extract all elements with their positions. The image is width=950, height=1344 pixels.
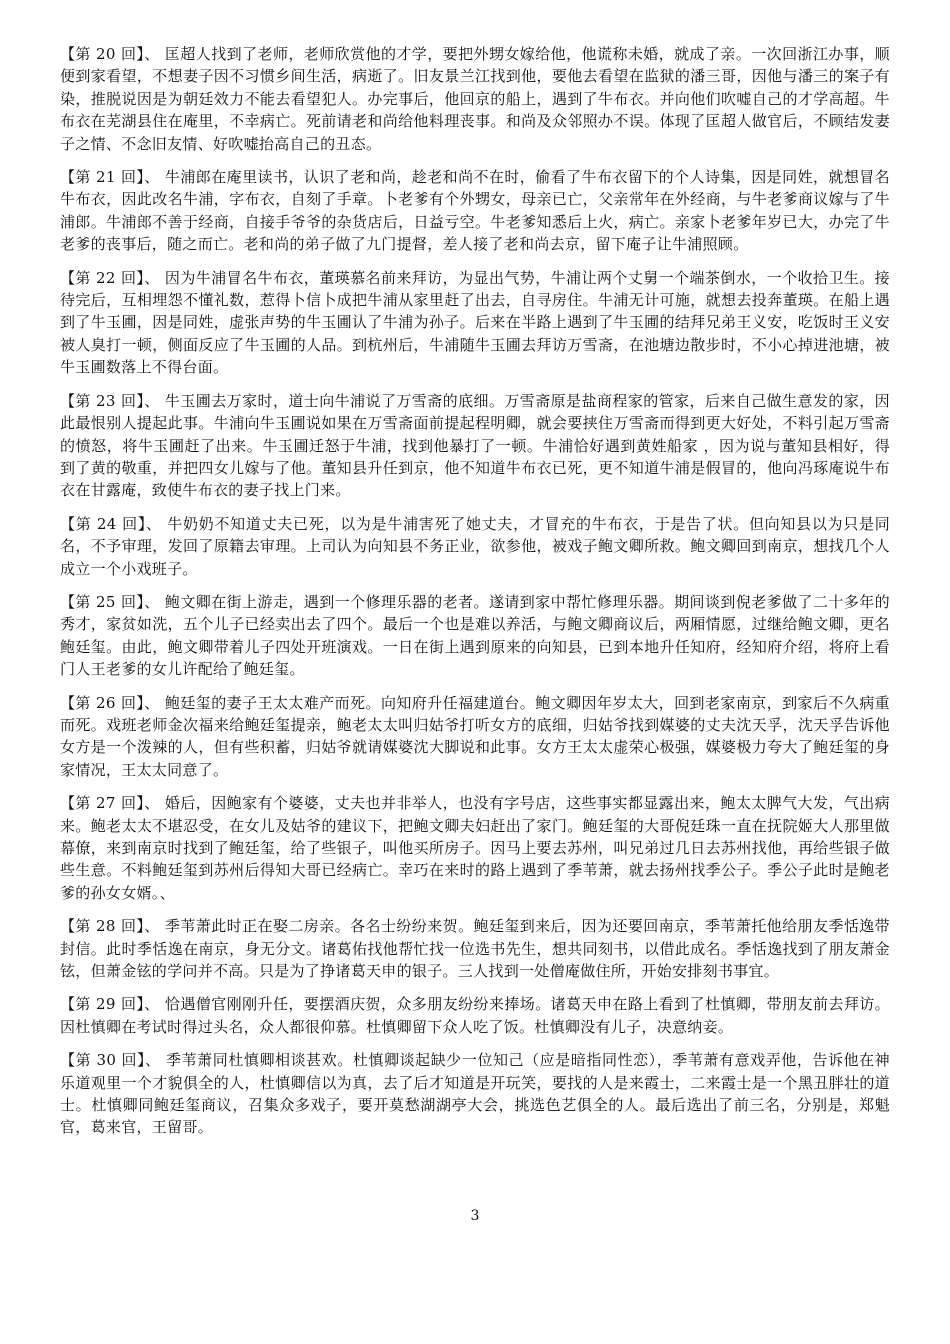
chapter-text: 牛奶奶不知道丈夫已死，以为是牛浦害死了她丈夫，才冒充的牛布衣，于是告了状。但向知县以为只是同名，不予审理，发回了原籍去审理。上司认为向知县不务正业，欲参他，被戏子鲍文卿所救。鲍文卿回到南京，想找几个人成立一个小戏班子。 [60, 514, 891, 578]
chapter-text: 季苇萧此时正在娶二房亲。各名士纷纷来贺。鲍廷玺到来后，因为还要回南京，季苇萧托他给朋友季恬逸带封信。此时季恬逸在南京，身无分文。诸葛佑找他帮忙找一位选书先生，想共同刻书，以借此成名。季恬逸找到了朋友萧金铉，但萧金铉的学问并不高。只是为了挣诸葛天申的银子。三人找到一处僧庵做住所，开始安排刻书事宜。 [60, 917, 890, 981]
chapter-summary-29 [60, 993, 890, 1038]
chapter-label: 【第 27 回】、 [60, 794, 160, 813]
chapter-label: 【第 21 回】、 [60, 168, 160, 187]
chapter-summary-23 [60, 390, 890, 502]
chapter-text: 季苇萧同杜慎卿相谈甚欢。杜慎卿谈起缺少一位知己（应是暗指同性恋），季苇萧有意戏弄他，告诉他在神乐道观里一个才貌俱全的人，杜慎卿信以为真，去了后才知道是开玩笑，要找的人是来霞士，二来霞士是一个黑丑胖壮的道士。杜慎卿同鲍廷玺商议，召集众多戏子，要开莫愁湖湖亭大会，挑选色艺俱全的人。最后选出了前三名，分别是，郑魁官，葛来官，王留哥。 [60, 1051, 890, 1137]
chapter-summary-22 [60, 267, 890, 379]
chapter-summary-26 [60, 692, 890, 782]
chapter-summary-28 [60, 915, 890, 982]
chapter-text: 鲍廷玺的妻子王太太难产而死。向知府升任福建道台。鲍文卿因年岁太大，回到老家南京，到家后不久病重而死。戏班老师金次福来给鲍廷玺提亲，鲍老太太叫归姑爷打听女方的底细，归姑爷找到媒婆的丈夫沈天孚，沈天孚告诉他女方是一个泼辣的人，但有些积蓄，归姑爷就请媒婆沈大脚说和此事。女方王太太虚荣心极强，媒婆极力夸大了鲍廷玺的身家情况，王太太同意了。 [60, 693, 890, 779]
chapter-summary-20 [60, 43, 890, 155]
chapter-label: 【第 22 回】、 [60, 268, 160, 287]
chapter-text: 婚后，因鲍家有个婆婆，丈夫也并非举人，也没有字号店，这些事实都显露出来，鲍太太脾气大发，气出病来。鲍老太太不堪忍受，在女儿及姑爷的建议下，把鲍文卿夫妇赶出了家门。鲍廷玺的大哥倪廷珠一直在抚院姬大人那里做幕僚，来到南京时找到了鲍廷玺，给了些银子，叫他买所房子。因马上要去苏州，叫兄弟过几日去苏州找他，再给些银子做些生意。不料鲍廷玺到苏州后得知大哥已经病亡。幸巧在来时的路上遇到了季苇萧，就去扬州找季公子。季公子此时是鲍老爹的孙女女婿。、 [60, 794, 890, 902]
chapter-summary-21 [60, 166, 890, 256]
chapter-summary-27 [60, 792, 890, 904]
chapter-text: 牛玉圃去万家时，道士向牛浦说了万雪斋的底细。万雪斋原是盐商程家的管家，后来自己做生意发的家，因此最恨别人提起此事。牛浦向牛玉圃说如果在万雪斋面前提起程明卿，就会要挟住万雪斋而得到更大好处，不料引起万雪斋的愤怒，将牛玉圃赶了出来。牛玉圃迁怒于牛浦，找到他暴打了一顿。牛浦恰好遇到黄姓船家 ，因为说与董知县相好，得到了黄的敬重，并把四女儿嫁与了他。董知县升任到京，他不知道牛布衣已死，更不知道牛浦是假冒的，他向冯琢庵说牛布衣在甘露庵，致使牛布衣的妻子找上门来。 [60, 391, 890, 500]
chapter-label: 【第 25 回】、 [60, 592, 160, 611]
chapter-text: 恰遇僧官刚刚升任，要摆酒庆贺，众多朋友纷纷来捧场。诸葛天申在路上看到了杜慎卿，带朋友前去拜访。因杜慎卿在考试时得过头名，众人都很仰慕。杜慎卿留下众人吃了饭。杜慎卿没有儿子，决意纳妾。 [60, 995, 890, 1036]
chapter-label: 【第 29 回】、 [60, 995, 160, 1014]
chapter-label: 【第 23 回】、 [60, 391, 160, 410]
chapter-summary-24 [60, 513, 890, 580]
chapter-text: 匡超人找到了老师，老师欣赏他的才学，要把外甥女嫁给他，他谎称未婚，就成了亲。一次回浙江办事，顺便到家看望，不想妻子因不习惯乡间生活，病逝了。旧友景兰江找到他，要他去看望在监狱的潘三哥，因他与潘三的案子有染，推脱说因是为朝廷效力不能去看望犯人。办完事后，他回京的船上，遇到了牛布衣。并向他们吹嘘自己的才学高超。牛布衣在芜湖县住在庵里，不幸病亡。死前请老和尚给他料理丧事。和尚及众邻照办不误。体现了匡超人做官后，不顾结发妻子之情、不念旧友情、好吹嘘抬高自己的丑态。 [60, 45, 890, 153]
chapter-label: 【第 26 回】、 [60, 693, 160, 712]
chapter-label: 【第 24 回】、 [60, 514, 162, 533]
chapter-text: 鲍文卿在街上游走，遇到一个修理乐器的老者。遂请到家中帮忙修理乐器。期间谈到倪老爹做了二十多年的秀才，家贫如洗，五个儿子已经卖出去了四个。最后一个也是难以养活，与鲍文卿商议后，两厢情愿，过继给鲍文卿，更名鲍廷玺。由此，鲍文卿带着儿子四处开班演戏。一日在街上遇到原来的向知县，已到本地升任知府，经知府介绍，将府上看门人王老爹的女儿许配给了鲍廷玺。 [60, 592, 890, 679]
chapter-label: 【第 30 回】、 [60, 1051, 161, 1070]
chapter-text: 牛浦郎在庵里读书，认识了老和尚，趁老和尚不在时，偷看了牛布衣留下的个人诗集，因是同姓，就想冒名牛布衣，因此改名牛浦，字布衣，自刻了手章。卜老爹有个外甥女，母亲已亡，父亲常年在外经商，与牛老爹商议嫁与了牛浦郎。牛浦郎不善于经商，自接手爷爷的杂货店后，日益亏空。牛老爹知悉后上火，病亡。亲家卜老爹年岁已大，办完了牛老爹的丧事后，随之而亡。老和尚的弟子做了九门提督，差人接了老和尚去京，留下庵子让牛浦照顾。 [60, 168, 890, 254]
chapter-label: 【第 28 回】、 [60, 917, 160, 936]
chapter-text: 因为牛浦冒名牛布衣，董瑛慕名前来拜访，为显出气势，牛浦让两个丈舅一个端茶倒水，一个收拾卫生。接待完后，互相埋怨不懂礼数，惹得卜信卜成把牛浦从家里赶了出去，自寻房住。牛浦无计可施，就想去投奔董瑛。在船上遇到了牛玉圃，因是同姓，虚张声势的牛玉圃认了牛浦为孙子。后来在半路上遇到了牛玉圃的结拜兄弟王义安，吃饭时王义安被人臭打一顿，侧面反应了牛玉圃的人品。到杭州后，牛浦随牛玉圃去拜访万雪斋，在池塘边散步时，不小心掉进池塘，被牛玉圃数落上不得台面。 [60, 268, 890, 377]
chapter-summary-25 [60, 591, 890, 681]
chapter-label: 【第 20 回】、 [60, 45, 160, 63]
page-number: 3 [470, 1208, 480, 1224]
chapter-summary-30 [60, 1049, 890, 1139]
